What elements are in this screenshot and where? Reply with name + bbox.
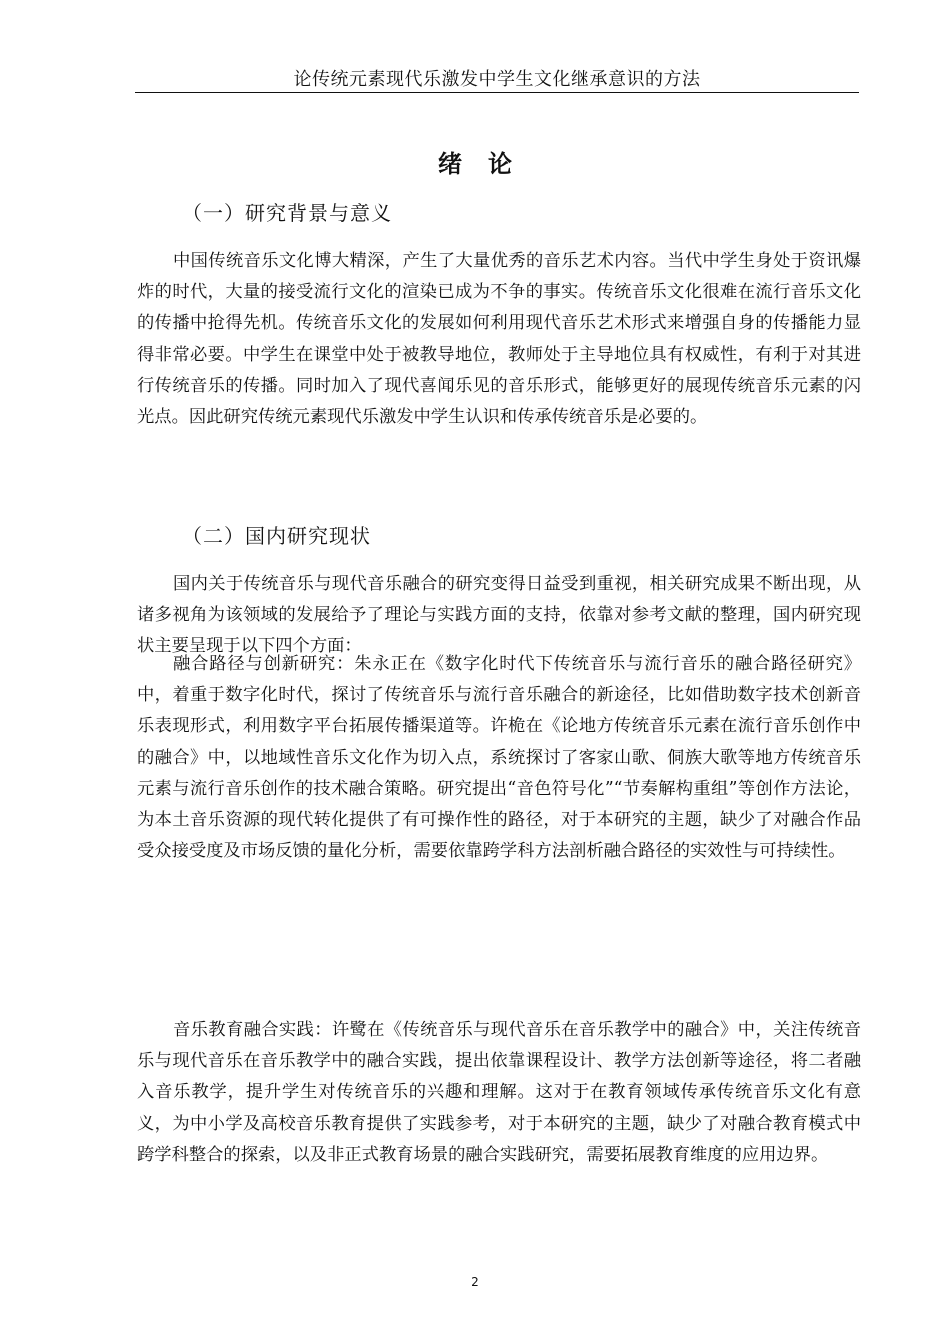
section-heading-domestic-research: （二）国内研究现状 [182, 524, 371, 548]
paragraph-background: 中国传统音乐文化博大精深，产生了大量优秀的音乐艺术内容。当代中学生身处于资讯爆炸的时代，大量的接受流行文化的渲染已成为不争的事实。传统音乐文化很难在流行音乐文化的传播中抢得先机。传统音乐文化的发展如何利用现代音乐艺术形式来增强自身的传播能力显得非常必要。中学生在课堂中处于被教导地位，教师处于主导地位具有权威性，有利于对其进行传统音乐的传播。同时加入了现代喜闻乐见的音乐形式，能够更好的展现传统音乐元素的闪光点。因此研究传统元素现代乐激发中学生认识和传承传统音乐是必要的。 [137, 251, 861, 428]
page-number: 2 [471, 1275, 479, 1289]
chapter-title: 绪论 [438, 150, 538, 178]
paragraph-fusion-path-research: 融合路径与创新研究：朱永正在《数字化时代下传统音乐与流行音乐的融合路径研究》中，着重于数字化时代，探讨了传统音乐与流行音乐融合的新途径，比如借助数字技术创新音乐表现形式，利用数字平台拓展传播渠道等。许桅在《论地方传统音乐元素在流行音乐创作中的融合》中，以地域性音乐文化作为切入点，系统探讨了客家山歌、侗族大歌等地方传统音乐元素与流行音乐创作的技术融合策略。研究提出“音色符号化”“节奏解构重组”等创作方法论，为本土音乐资源的现代转化提供了有可操作性的路径，对于本研究的主题，缺少了对融合作品受众接受度及市场反馈的量化分析，需要依靠跨学科方法剖析融合路径的实效性与可持续性。 [137, 654, 861, 862]
running-header: 论传统元素现代乐激发中学生文化继承意识的方法 [135, 58, 859, 93]
paragraph-music-education-practice: 音乐教育融合实践：许鹭在《传统音乐与现代音乐在音乐教学中的融合》中，关注传统音乐与现代音乐在音乐教学中的融合实践，提出依靠课程设计、教学方法创新等途径，将二者融入音乐教学，提升学生对传统音乐的兴趣和理解。这对于在教育领域传承传统音乐文化有意义，为中小学及高校音乐教育提供了实践参考，对于本研究的主题，缺少了对融合教育模式中跨学科整合的探索，以及非正式教育场景的融合实践研究，需要拓展教育维度的应用边界。 [137, 1020, 861, 1165]
paragraph-domestic-overview: 国内关于传统音乐与现代音乐融合的研究变得日益受到重视，相关研究成果不断出现，从诸多视角为该领域的发展给予了理论与实践方面的支持，依靠对参考文献的整理，国内研究现状主要呈现于以下四个方面： [137, 574, 861, 657]
section-heading-background: （一）研究背景与意义 [182, 201, 392, 225]
